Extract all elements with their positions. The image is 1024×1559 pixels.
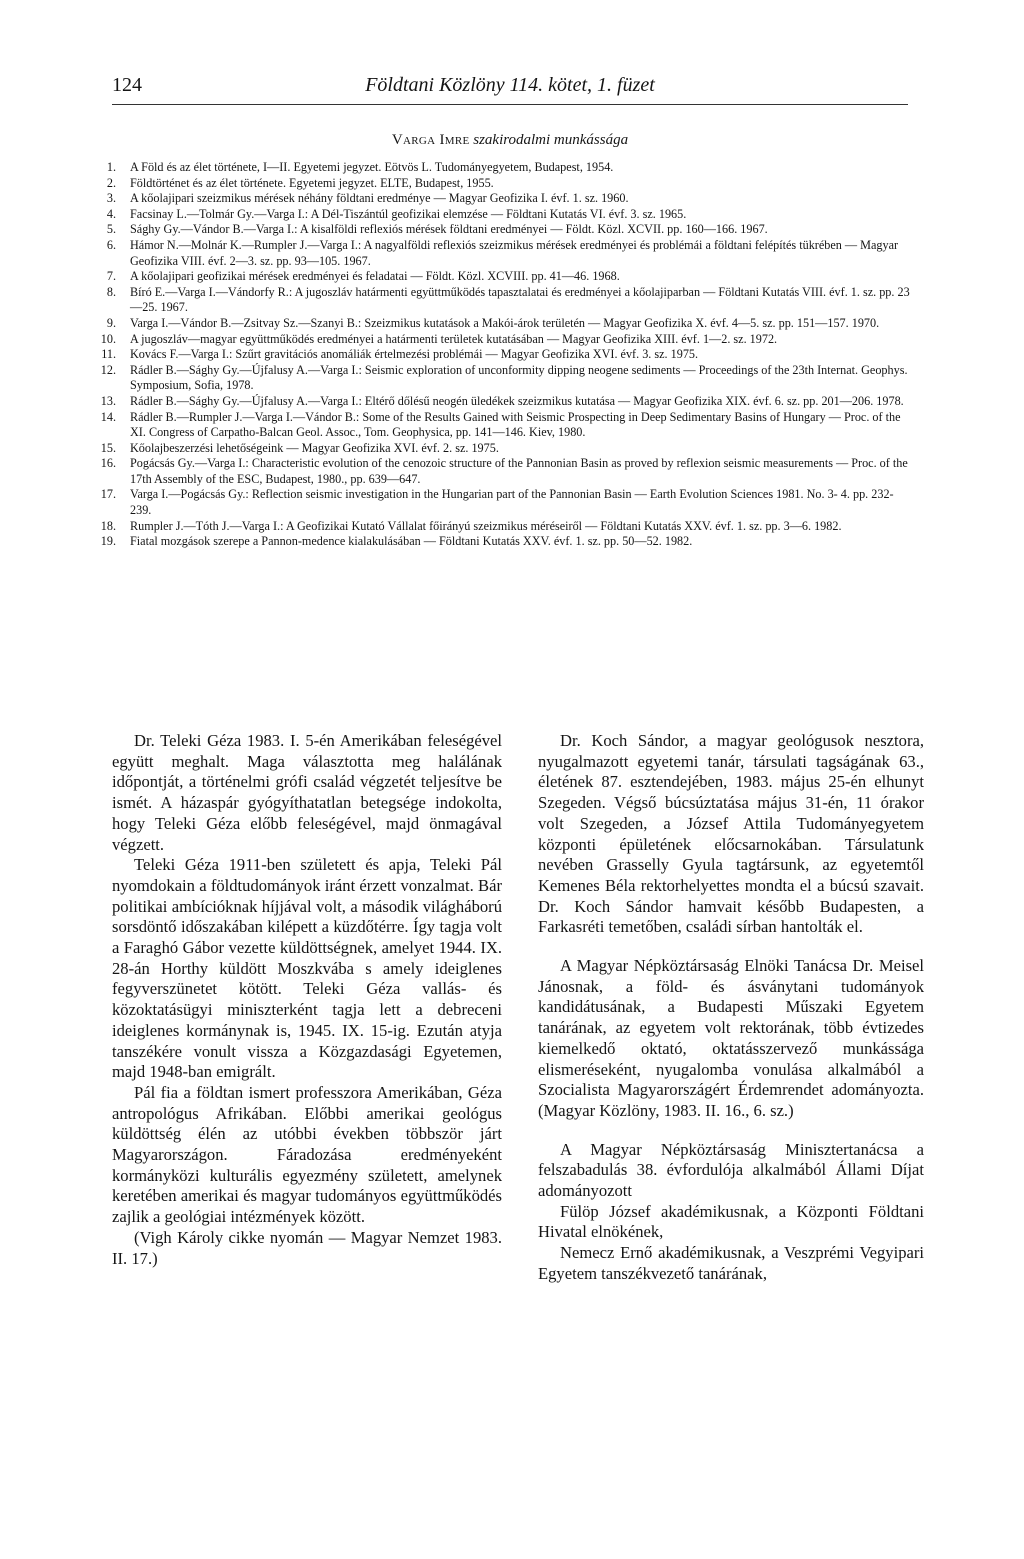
list-item [100, 487, 914, 518]
bibliography-author: Varga Imre [391, 132, 470, 148]
item-text: A kőolajipari geofizikai mérések eredményei és feladatai — Földt. Közl. XCVIII. pp. 41—46. 1968. [130, 269, 620, 284]
paragraph: Teleki Géza 1911-ben született és apja, Teleki Pál nyomdokain a földtudományok iránt érzett vonzalmat. Bár politikai ambícióknak híjjával volt, a második világháború sorsdöntő időszakában kilépett a küzdőtérre. Így tagja volt a Faraghó Gábor vezette küldöttségnek, amelyet 1944. IX. 28-án Horthy küldött Moszkvába s amely ideiglenes fegyverszünetet kötött. Teleki Géza vallás- és közoktatásügyi miniszterként tagja lett a debreceni ideiglenes kormánynak is, 1945. IX. 15-ig. Ezután atyja tanszékére vonult vissza a Közgazdasági Egyetemen, majd 1948-ban emigrált. [112, 855, 502, 1082]
item-number: 5. [106, 222, 116, 237]
paragraph: (Vigh Károly cikke nyomán — Magyar Nemzet 1983. II. 17.) [112, 1227, 502, 1268]
item-number: 13. [100, 393, 116, 408]
list-item [108, 285, 914, 316]
item-number: 10. [100, 331, 116, 346]
item-number: 12. [100, 362, 116, 377]
left-column [112, 731, 502, 1269]
item-number: 14. [100, 409, 116, 424]
item-text: A jugoszláv—magyar együttműködés eredményei a határmenti területek kutatásában — Magyar Geofizika XIII. évf. 1—2. sz. 1972. [130, 331, 778, 346]
item-text: Rádler B.—Sághy Gy.—Újfalusy A.—Varga I.: Seismic exploration of unconformity dipping neogene sediments — Proceedings of the 23th Internat. Geophys. Symposium, Sofia, 1978. [130, 362, 908, 393]
item-number: 4. [106, 206, 116, 221]
list-item [108, 316, 914, 332]
list-item [108, 160, 914, 176]
item-text: Hámor N.—Molnár K.—Rumpler J.—Varga I.: A nagyalföldi reflexiós szeizmikus mérések eredményei és problémái a földtani felépítés tükrében — Magyar Geofizika VIII. évf. 2—3. sz. pp. 93—105. 1967. [130, 237, 899, 268]
item-number: 17. [100, 487, 116, 502]
item-number: 1. [106, 160, 116, 174]
list-item [100, 409, 914, 441]
item-text: A kőolajipari szeizmikus mérések néhány földtani eredménye — Magyar Geofizika I. évf. 1. sz. 1960. [130, 191, 629, 206]
paragraph: Nemecz Ernő akadémikusnak, a Veszprémi Vegyipari Egyetem tanszékvezető tanárának, [538, 1243, 924, 1283]
item-number: 2. [106, 175, 116, 190]
item-text: Kovács F.—Varga I.: Szűrt gravitációs anomáliák értelmezési problémái — Magyar Geofizika XVI. évf. 3. sz. 1975. [130, 347, 699, 362]
list-item [108, 269, 914, 285]
bibliography-title [112, 132, 908, 149]
item-number: 8. [106, 284, 116, 299]
item-text: Rádler B.—Rumpler J.—Varga I.—Vándor B.: Some of the Results Gained with Seismic Prospecting in Deep Sedimentary Basins of Hungary — Proc. of the XI. Congress of Carpatho-Balcan Geol. Assoc., Tom. Geophysica, pp. 141—146. Kiev, 1980. [130, 409, 901, 440]
item-text: Fiatal mozgások szerepe a Pannon-medence kialakulásában — Földtani Kutatás XXV. évf. 1. sz. pp. 50—52. 1982. [130, 534, 693, 549]
bibliography-subtitle: szakirodalmi munkássága [473, 132, 629, 148]
paragraph: A Magyar Népköztársaság Minisztertanácsa a felszabadulás 38. évfordulója alkalmából Állami Díjat adományozott [538, 1139, 924, 1201]
list-item [108, 191, 914, 207]
paragraph: Fülöp József akadémikusnak, a Központi Földtani Hivatal elnökének, [538, 1201, 924, 1242]
item-number: 19. [100, 534, 116, 549]
page-number: 124 [112, 74, 142, 96]
item-text: Földtörténet és az élet története. Egyetemi jegyzet. ELTE, Budapest, 1955. [130, 175, 494, 190]
list-item [100, 456, 914, 487]
list-item [101, 347, 914, 363]
list-item [100, 440, 914, 457]
item-number: 6. [106, 237, 116, 252]
item-text: Rumpler J.—Tóth J.—Varga I.: A Geofizikai Kutató Vállalat főirányú szeizmikus méréseiről — Földtani Kutatás XXV. évf. 1. sz. pp. 3—6. 1982. [130, 518, 842, 533]
list-item [100, 393, 914, 410]
list-item [108, 207, 914, 223]
item-number: 9. [106, 315, 116, 330]
list-item [108, 238, 914, 269]
list-item [100, 331, 914, 348]
item-number: 18. [100, 518, 116, 533]
bibliography-list [100, 160, 914, 550]
item-number: 11. [101, 347, 116, 362]
list-item [100, 362, 914, 394]
item-number: 7. [106, 269, 116, 284]
list-item [108, 222, 914, 238]
item-text: Pogácsás Gy.—Varga I.: Characteristic evolution of the cenozoic structure of the Pannonian Basin as proved by reflexion seismic measurements — Proc. of the 17th Assembly of the ESC, Budapest, 1980., pp. 639—647. [130, 456, 908, 486]
running-header [112, 70, 908, 105]
item-text: A Föld és az élet története, I—II. Egyetemi jegyzet. Eötvös L. Tudományegyetem, Budapest, 1954. [130, 160, 614, 174]
item-number: 15. [100, 440, 116, 455]
right-column [538, 731, 924, 1285]
paragraph: Dr. Koch Sándor, a magyar geológusok nesztora, nyugalmazott egyetemi tanár, társulati tagságának 63., életének 87. esztendejében, 1983. május 25-én elhunyt Szegeden. Végső búcsúztatása május 31-én, 11 órakor volt Szegeden, a József Attila Tudományegyetem központi épületének előcsarnokában. Társulatunk nevében Grasselly Gyula tagtársunk, az egyetemtől Kemenes Béla rektorhelyettes mondta el a búcsú szavait. Dr. Koch Sándor hamvait később Budapesten, a Farkasréti temetőben, családi sírban hantolták el. [538, 731, 924, 937]
item-text: Varga I.—Vándor B.—Zsitvay Sz.—Szanyi B.: Szeizmikus kutatások a Makói-árok területén — Magyar Geofizika X. évf. 4—5. sz. pp. 151—157. 1970. [130, 315, 880, 330]
paragraph: Dr. Teleki Géza 1983. I. 5-én Amerikában feleségével együtt meghalt. Maga választotta meg halálának időpontját, a történelmi grófi család végzetét teljesítve be ismét. A házaspár gyógyíthatatlan betegsége indokolta, hogy Teleki Géza előbb feleségével, majd önmagával végzett. [112, 731, 502, 854]
item-text: Facsinay L.—Tolmár Gy.—Varga I.: A Dél-Tiszántúl geofizikai elemzése — Földtani Kutatás VI. évf. 3. sz. 1965. [130, 206, 687, 221]
list-item [108, 176, 914, 192]
item-text: Varga I.—Pogácsás Gy.: Reflection seismic investigation in the Hungarian part of the Pannonian Basin — Earth Evolution Sciences 1981. No. 3- 4. pp. 232- 239. [130, 487, 894, 518]
item-text: Kőolajbeszerzési lehetőségeink — Magyar Geofizika XVI. évf. 2. sz. 1975. [130, 440, 499, 455]
item-text: Bíró E.—Varga I.—Vándorfy R.: A jugoszláv határmenti együttműködés tapasztalatai és eredményei a kőolajiparban — Földtani Kutatás VIII. évf. 1. sz. pp. 23—25. 1967. [130, 284, 910, 315]
list-item [100, 534, 914, 550]
item-text: Sághy Gy.—Vándor B.—Varga I.: A kisalföldi reflexiós mérések földtani eredményei — Földt. Közl. XCVII. pp. 160—166. 1967. [130, 222, 768, 237]
item-text: Rádler B.—Sághy Gy.—Újfalusy A.—Varga I.: Eltérő dőlésű neogén üledékek szeizmikus kutatása — Magyar Geofizika XIX. évf. 6. sz. pp. 201—206. 1978. [130, 393, 904, 408]
journal-title: Földtani Közlöny 114. kötet, 1. füzet [365, 74, 655, 96]
item-number: 3. [106, 191, 116, 206]
paragraph: Pál fia a földtan ismert professzora Amerikában, Géza antropológus Afrikában. Előbbi amerikai geológus küldöttség élén az utóbbi években többször járt Magyarországon. Fáradozása eredményeként kormányközi kulturális egyezmény született, amelynek keretében amerikai és magyar tudományos együttműködés zajlik a geológiai intézmények között. [112, 1082, 502, 1227]
list-item [100, 518, 914, 535]
item-number: 16. [100, 456, 116, 471]
paragraph: A Magyar Népköztársaság Elnöki Tanácsa Dr. Meisel Jánosnak, a föld- és ásványtani tudományok kandidátusának, a Budapesti Műszaki Egyetem tanárának, az egyetem volt rektorának, több évtizedes kiemelkedő oktató, oktatásszervező munkássága elismeréseként, nyugalomba vonulása alkalmából a Szocialista Magyarországért Érdemrendet adományozta. (Magyar Közlöny, 1983. II. 16., 6. sz.) [538, 956, 924, 1120]
